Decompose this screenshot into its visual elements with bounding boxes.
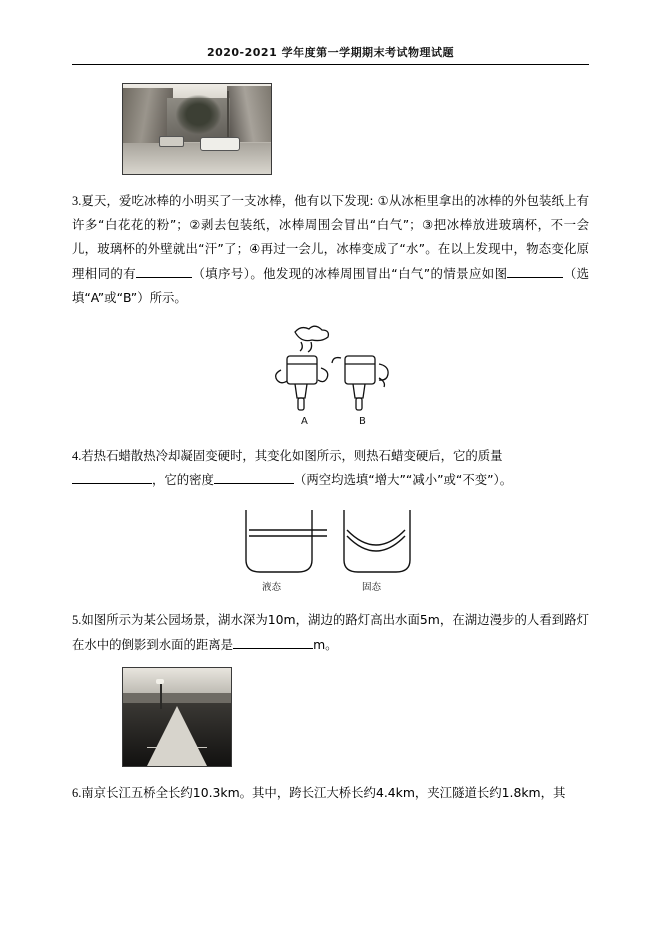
popsicle-label-b: B: [358, 415, 366, 427]
popsicle-label-a: A: [300, 415, 308, 427]
question-3-text-2: （填序号）。他发现的冰棒周围冒出“白气”的情景应如图: [192, 265, 508, 281]
park-lake-photo: [122, 667, 232, 767]
popsicle-svg: [261, 320, 401, 430]
question-4-blank-1[interactable]: [72, 483, 152, 484]
question-4-blank-2[interactable]: [214, 483, 294, 484]
figure-street-photo-container: [72, 83, 589, 175]
wax-label-liquid: 液态: [261, 582, 281, 594]
question-4-number: 4.: [72, 448, 82, 463]
question-4: [72, 444, 589, 492]
street-photo: [122, 83, 272, 175]
question-6-number: 6.: [72, 785, 82, 800]
question-4-text-3: （两空均选填“增大”“减小”或“不变”）。: [293, 472, 513, 488]
question-3-blank-1[interactable]: [136, 277, 192, 278]
wax-label-solid: 固态: [361, 582, 381, 594]
wax-state-diagram: [216, 502, 446, 594]
wax-svg: [216, 502, 446, 594]
figure-popsicle-container: [72, 320, 589, 430]
question-5: [72, 608, 589, 656]
figure-park-photo-container: [72, 667, 589, 767]
question-3-text-3: （选填“A”或“B”）所示。: [72, 265, 590, 305]
question-4-text-2: ，它的密度: [152, 472, 214, 488]
question-3-blank-2[interactable]: [507, 277, 563, 278]
figure-wax-container: [72, 502, 589, 594]
question-5-blank-1[interactable]: [233, 648, 313, 649]
question-5-text: 如图所示为某公园场景，湖水深为10m，湖边的路灯高出水面5m，在湖边漫步的人看到路灯在水中的倒影到水面的距离是: [72, 612, 589, 652]
question-3-text: 夏天，爱吃冰棒的小明买了一支冰棒，他有以下发现: ①从冰柜里拿出的冰棒的外包装纸上有许多“白花花的粉”；②剥去包装纸，冰棒周围会冒出“白气”；③把冰棒放进玻璃杯，不一会儿，玻璃杯的外壁就出“汗”了；④再过一会儿，冰棒变成了“水”。在以上发现中，物态变化原理相同的有: [72, 193, 589, 281]
question-3: [72, 189, 589, 310]
question-5-number: 5.: [72, 613, 82, 628]
page-header: 2020-2021 学年度第一学期期末考试物理试题: [206, 46, 455, 59]
question-3-number: 3.: [72, 194, 82, 208]
popsicle-diagram: [261, 320, 401, 430]
question-6-text: 南京长江五桥全长约10.3km。其中，跨长江大桥长约4.4km，夹江隧道长约1.8km，其: [81, 784, 566, 800]
question-4-text: 若热石蜡散热冷却凝固变硬时，其变化如图所示，则热石蜡变硬后，它的质量: [81, 447, 503, 463]
question-6: [72, 781, 589, 805]
header-divider: [72, 64, 589, 65]
question-5-text-2: m。: [313, 636, 338, 652]
